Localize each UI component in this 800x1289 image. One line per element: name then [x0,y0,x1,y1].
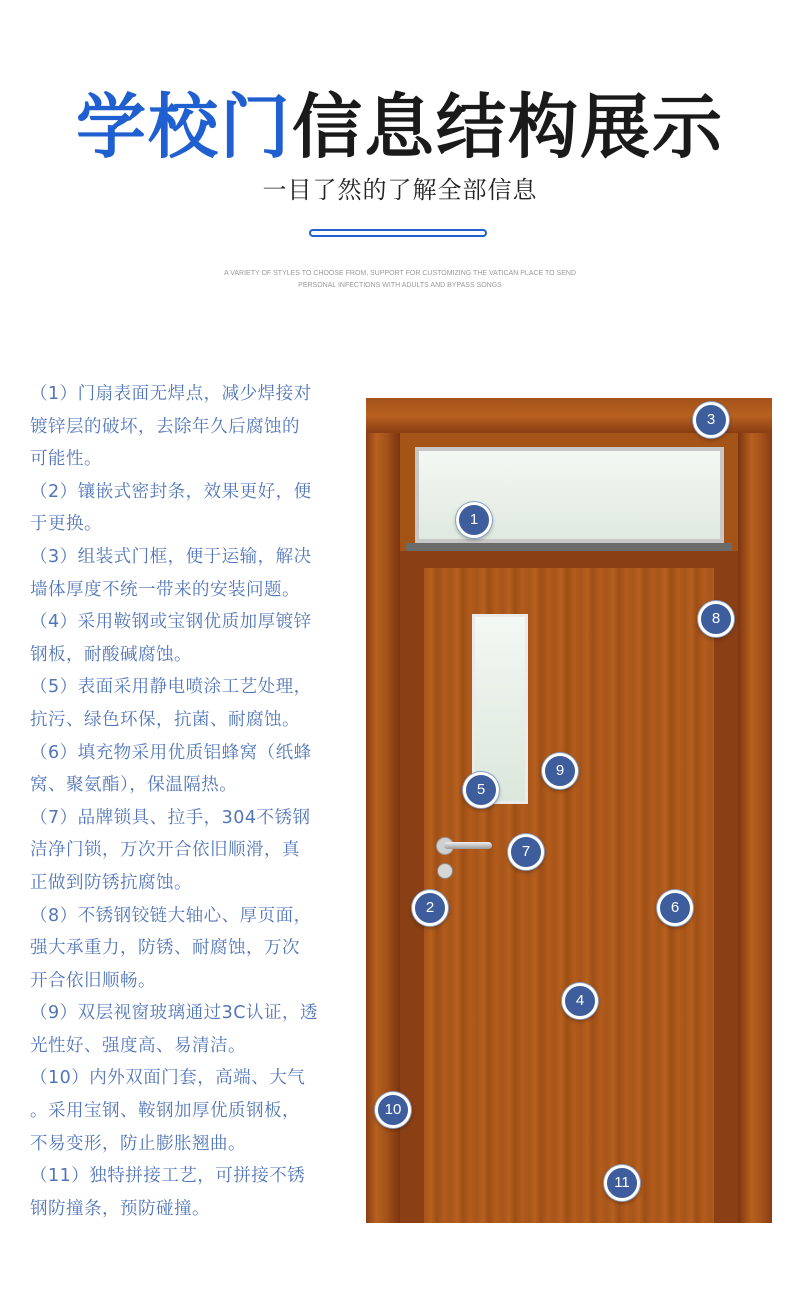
description-line: 墙体厚度不统一带来的安装问题。 [30,579,300,600]
door-frame-right [738,398,772,1223]
description-line: （7）品牌锁具、拉手，304不锈钢 [30,807,311,828]
description-line: 不易变形，防止膨胀翘曲。 [30,1133,246,1154]
transom-sill [406,543,732,551]
description-line: 光性好、强度高、易清洁。 [30,1035,246,1056]
description-line: 开合依旧顺畅。 [30,970,156,991]
description-line: 钢防撞条，预防碰撞。 [30,1198,210,1219]
description-line: 镀锌层的破坏，去除年久后腐蚀的 [30,416,300,437]
description-line: 。采用宝钢、鞍钢加厚优质钢板， [30,1101,300,1122]
description-line: 窝、聚氨酯），保温隔热。 [30,775,238,796]
marker-4: 4 [562,983,598,1019]
description-line: 抗污、绿色环保，抗菌、耐腐蚀。 [30,709,300,730]
description-line: 正做到防锈抗腐蚀。 [30,872,192,893]
marker-6: 6 [657,890,693,926]
marker-10: 10 [375,1092,411,1128]
description-line: （9）双层视窗玻璃通过3C认证，透 [30,1003,318,1024]
door-illustration [366,398,772,1223]
subtitle: 一目了然的了解全部信息 [262,176,538,204]
marker-11: 11 [604,1165,640,1201]
description-line: （8）不锈钢铰链大轴心、厚页面， [30,905,312,926]
english-caption-line-1: A VARIETY OF STYLES TO CHOOSE FROM, SUPPORT FOR CUSTOMIZING THE VATICAN PLACE TO SEND [223,270,576,277]
marker-3: 3 [693,402,729,438]
title-rest: 信息结构展示 [292,86,724,168]
description-line: 于更换。 [30,514,102,535]
title-underline-bar [309,229,487,237]
title-highlight: 学校门 [76,86,292,168]
marker-5: 5 [463,772,499,808]
description-line: （4）采用鞍钢或宝钢优质加厚镀锌 [30,612,312,633]
lock-cylinder [437,863,453,879]
description-line: （6）填充物采用优质铝蜂窝（纸蜂 [30,742,312,763]
description-line: （10）内外双面门套，高端、大气 [30,1068,306,1089]
description-line: （5）表面采用静电喷涂工艺处理， [30,677,312,698]
description-line: （3）组装式门框，便于运输，解决 [30,546,312,567]
description-line: （2）镶嵌式密封条，效果更好，便 [30,481,312,502]
english-caption-line-2: PERSONAL INFECTIONS WITH ADULTS AND BYPASS SONGS [298,282,502,289]
description-line: 洁净门锁，万次开合依旧顺滑，真 [30,840,300,861]
description-line: 可能性。 [30,449,102,470]
marker-8: 8 [698,601,734,637]
description-line: 强大承重力，防锈、耐腐蚀，万次 [30,938,300,959]
page-title [0,82,800,172]
description-line: 钢板，耐酸碱腐蚀。 [30,644,192,665]
description-line: （1）门扇表面无焊点，减少焊接对 [30,384,312,404]
english-caption [150,268,650,292]
handle-lever [444,842,492,849]
marker-1: 1 [456,502,492,538]
marker-9: 9 [542,753,578,789]
marker-2: 2 [412,890,448,926]
feature-description-list [30,378,350,1225]
description-line: （11）独特拼接工艺，可拼接不锈 [30,1166,306,1187]
marker-7: 7 [508,834,544,870]
door-handle [436,839,492,851]
